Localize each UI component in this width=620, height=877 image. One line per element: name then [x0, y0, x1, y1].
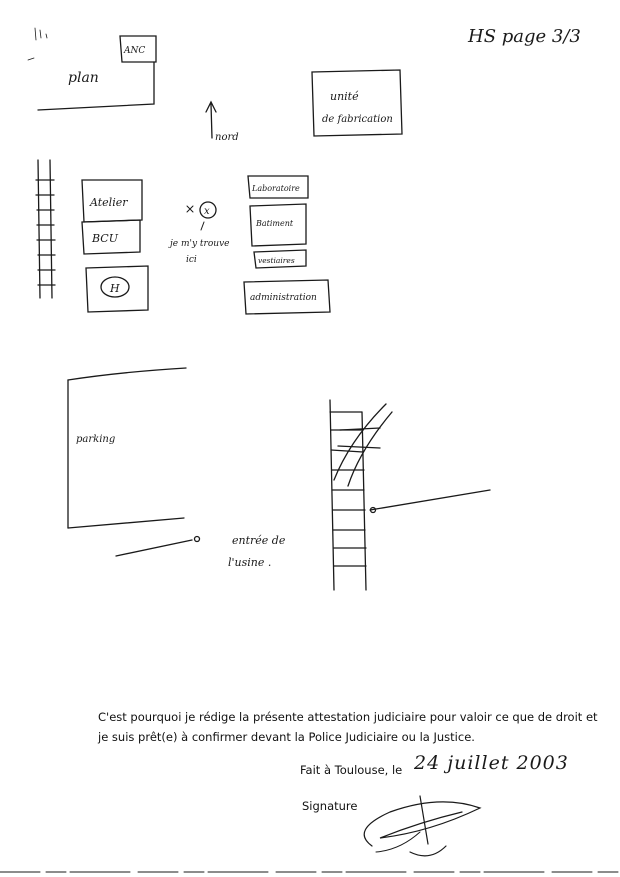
atelier-label: Atelier: [90, 196, 128, 209]
h-label: H: [110, 282, 120, 295]
batiment-label: Batiment: [256, 219, 294, 228]
place-label: Fait à Toulouse, le: [300, 763, 403, 777]
administration-label: administration: [250, 293, 317, 303]
plan-label: plan: [68, 70, 99, 86]
x-label: x: [204, 206, 210, 217]
entry-label-line1: entrée de: [232, 534, 286, 547]
here-label-line2: ici: [186, 255, 197, 265]
statement-line-2: je suis prêt(e) à confirmer devant la Police Judiciaire ou la Justice.: [98, 730, 475, 744]
anc-label: ANC: [124, 46, 146, 56]
fabrication-label: de fabrication: [322, 114, 393, 125]
bcu-label: BCU: [92, 232, 118, 245]
parking-label: parking: [76, 434, 116, 445]
laboratoire-label: Laboratoire: [252, 184, 300, 193]
here-label-line1: je m'y trouve: [170, 239, 230, 249]
unite-label: unité: [330, 90, 359, 103]
nord-label: nord: [215, 132, 239, 143]
statement-line-1: C'est pourquoi je rédige la présente attestation judiciaire pour valoir ce que de droit et: [98, 710, 598, 724]
page-note: HS page 3/3: [468, 26, 581, 47]
date-handwritten: 24 juillet 2003: [414, 752, 569, 774]
vestiaires-label: vestiaires: [258, 256, 295, 265]
entry-label-line2: l'usine .: [228, 556, 272, 569]
signature-label: Signature: [302, 799, 358, 813]
attestation-statement: [98, 707, 618, 747]
